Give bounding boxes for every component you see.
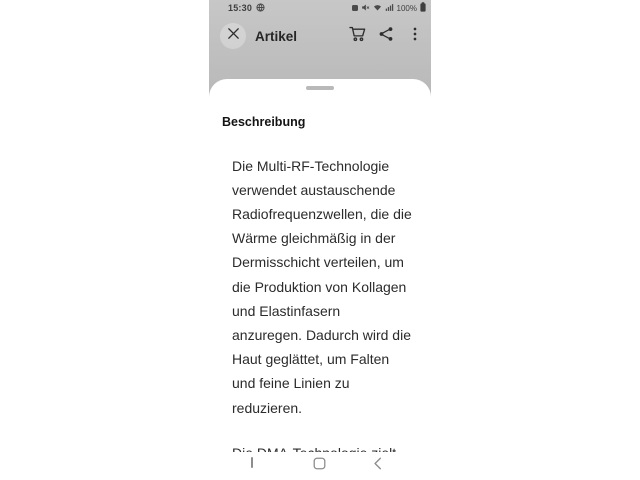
recents-button[interactable] [251, 457, 253, 468]
menu-button[interactable] [405, 26, 425, 46]
back-icon [373, 457, 382, 474]
battery-icon [420, 0, 426, 17]
text-line: reduzieren. [232, 399, 303, 416]
text-line: die Produktion von Kollagen [232, 278, 407, 295]
battery-percent: 100% [396, 3, 417, 13]
home-button[interactable] [313, 457, 326, 475]
cart-icon [348, 24, 367, 48]
text-line: Wärme gleichmäßig in der [232, 230, 396, 247]
text-line: Die Multi-RF-Technologie [232, 157, 390, 174]
page-title: Artikel [255, 28, 298, 44]
share-icon [377, 25, 395, 48]
drag-handle[interactable] [306, 86, 334, 90]
back-button[interactable] [373, 457, 382, 475]
paragraph [232, 154, 431, 420]
status-bar [209, 0, 431, 16]
notification-globe-icon [256, 0, 265, 17]
section-heading: Beschreibung [222, 114, 306, 129]
app-bar [209, 16, 431, 56]
cart-button[interactable] [347, 26, 367, 46]
share-button[interactable] [376, 26, 396, 46]
text-line: verwendet austauschende [232, 181, 396, 198]
phone-screenshot [209, 0, 431, 480]
recents-icon [251, 457, 253, 468]
text-line: Radiofrequenzwellen, die die [232, 205, 412, 222]
wifi-icon [373, 0, 382, 17]
close-icon [226, 26, 241, 46]
signal-icon [385, 0, 394, 17]
description-text [232, 154, 431, 465]
text-line: Dermisschicht verteilen, um [232, 254, 404, 271]
text-line: und Elastinfasern [232, 302, 341, 319]
mute-icon [361, 0, 370, 17]
text-line: anzuregen. Dadurch wird die [232, 326, 411, 343]
text-line: und feine Linien zu [232, 375, 350, 392]
home-icon [313, 457, 326, 474]
status-time: 15:30 [228, 3, 253, 13]
description-bottom-sheet[interactable] [209, 79, 431, 480]
close-button[interactable] [220, 23, 246, 49]
notification-square-icon [352, 5, 358, 11]
kebab-menu-icon [407, 26, 423, 47]
android-nav-bar [209, 452, 431, 480]
text-line: Haut geglättet, um Falten [232, 351, 390, 368]
